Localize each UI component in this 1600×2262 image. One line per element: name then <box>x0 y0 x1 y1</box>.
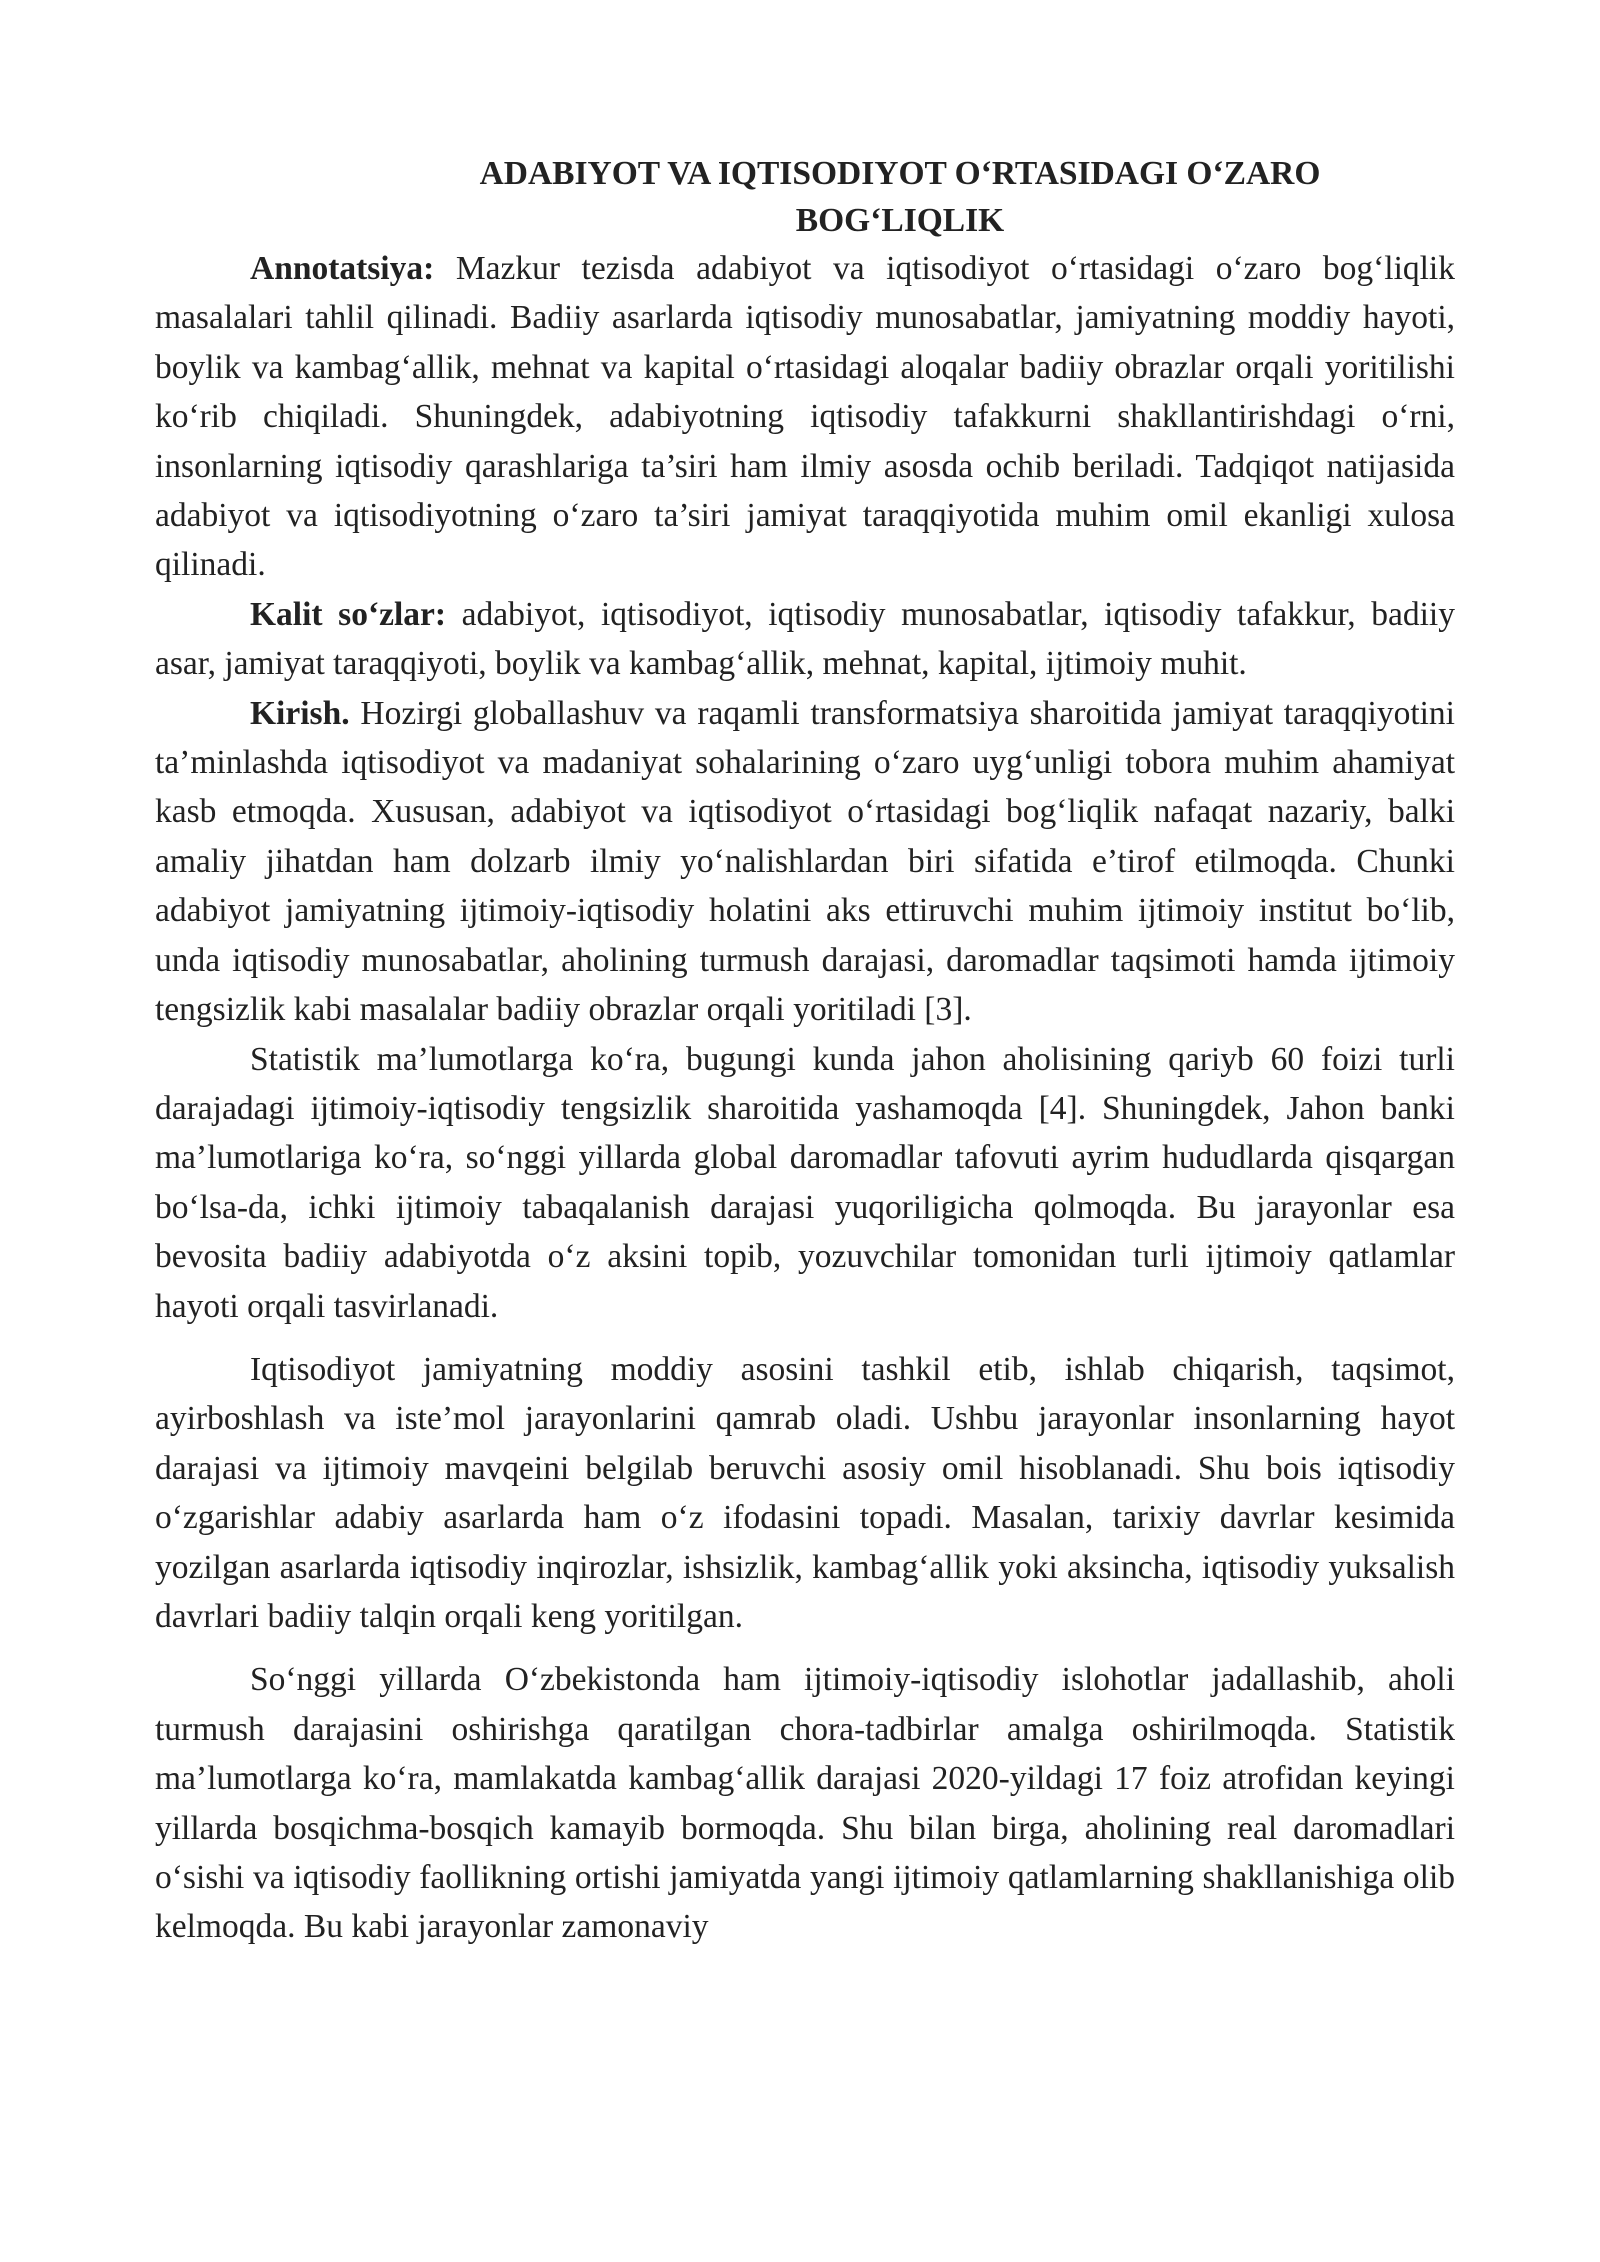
body-paragraph <box>155 1035 1455 1331</box>
introduction-label: Kirish. <box>250 694 350 732</box>
document-page <box>155 150 1455 1952</box>
introduction-text: Hozirgi globallashuv va raqamli transformatsiya sharoitida jamiyat taraqqiyotini ta’minlashda iqtisodiyot va madaniyat sohalarining o‘zaro uyg‘unligi tobora muhim ahamiyat kasb etmoqda. Xususan, adabiyot va iqtisodiyot o‘rtasidagi bog‘liqlik nafaqat nazariy, balki amaliy jihatdan ham dolzarb ilmiy yo‘nalishlardan biri sifatida e’tirof etilmoqda. Chunki adabiyot jamiyatning ijtimoiy-iqtisodiy holatini aks ettiruvchi muhim ijtimoiy institut bo‘lib, unda iqtisodiy munosabatlar, aholining turmush darajasi, daromadlar taqsimoti hamda ijtimoiy tengsizlik kabi masalalar badiiy obrazlar orqali yoritiladi [3]. <box>155 694 1455 1029</box>
paragraph-text: Statistik ma’lumotlarga ko‘ra, bugungi kunda jahon aholisining qariyb 60 foizi turli darajadagi ijtimoiy-iqtisodiy tengsizlik sharoitida yashamoqda [4]. Shuningdek, Jahon banki ma’lumotlariga ko‘ra, so‘nggi yillarda global daromadlar tafovuti ayrim hududlarda qisqargan bo‘lsa-da, ichki ijtimoiy tabaqalanish darajasi yuqoriligicha qolmoqda. Bu jarayonlar esa bevosita badiiy adabiyotda o‘z aksini topib, yozuvchilar tomonidan turli ijtimoiy qatlamlar hayoti orqali tasvirlanadi. <box>155 1040 1455 1325</box>
annotation-paragraph <box>155 244 1455 590</box>
paragraph-text: So‘nggi yillarda O‘zbekistonda ham ijtimoiy-iqtisodiy islohotlar jadallashib, aholi turmush darajasini oshirishga qaratilgan chora-tadbirlar amalga oshirilmoqda. Statistik ma’lumotlarga ko‘ra, mamlakatda kambag‘allik darajasi 2020-yildagi 17 foiz atrofidan keyingi yillarda bosqichma-bosqich kamayib bormoqda. Shu bilan birga, aholining real daromadlari o‘sishi va iqtisodiy faollikning ortishi jamiyatda yangi ijtimoiy qatlamlarning shakllanishiga olib kelmoqda. Bu kabi jarayonlar zamonaviy <box>155 1661 1455 1946</box>
keywords-label: Kalit so‘zlar: <box>250 595 447 633</box>
annotation-label: Annotatsiya: <box>250 250 435 287</box>
keywords-paragraph <box>155 590 1455 689</box>
introduction-paragraph <box>155 689 1455 1035</box>
annotation-text: Mazkur tezisda adabiyot va iqtisodiyot o‘rtasidagi o‘zaro bog‘liqlik masalalari tahlil qilinadi. Badiiy asarlarda iqtisodiy munosabatlar, jamiyatning moddiy hayoti, boylik va kambag‘allik, mehnat va kapital o‘rtasidagi aloqalar badiiy obrazlar orqali yoritilishi ko‘rib chiqiladi. Shuningdek, adabiyotning iqtisodiy tafakkurni shakllantirishdagi o‘rni, insonlarning iqtisodiy qarashlariga ta’siri ham ilmiy asosda ochib beriladi. Tadqiqot natijasida adabiyot va iqtisodiyotning o‘zaro ta’siri jamiyat taraqqiyotida muhim omil ekanligi xulosa qilinadi. <box>155 250 1455 584</box>
keywords-text: adabiyot, iqtisodiyot, iqtisodiy munosabatlar, iqtisodiy tafakkur, badiiy asar, jamiyat taraqqiyoti, boylik va kambag‘allik, mehnat, kapital, ijtimoiy muhit. <box>155 595 1455 683</box>
title-line-2: BOG‘LIQLIK <box>795 202 1005 239</box>
title-line-1: ADABIYOT VA IQTISODIYOT O‘RTASIDAGI O‘ZARO <box>479 155 1321 192</box>
paragraph-text: Iqtisodiyot jamiyatning moddiy asosini tashkil etib, ishlab chiqarish, taqsimot, ayirboshlash va iste’mol jarayonlarini qamrab oladi. Ushbu jarayonlar insonlarning hayot darajasi va ijtimoiy mavqeini belgilab beruvchi asosiy omil hisoblanadi. Shu bois iqtisodiy o‘zgarishlar adabiy asarlarda ham o‘z ifodasini topadi. Masalan, tarixiy davrlar kesimida yozilgan asarlarda iqtisodiy inqirozlar, ishsizlik, kambag‘allik yoki aksincha, iqtisodiy yuksalish davrlari badiiy talqin orqali keng yoritilgan. <box>155 1350 1455 1635</box>
document-title <box>155 150 1455 244</box>
body-paragraph <box>155 1655 1455 1951</box>
body-paragraph <box>155 1345 1455 1641</box>
